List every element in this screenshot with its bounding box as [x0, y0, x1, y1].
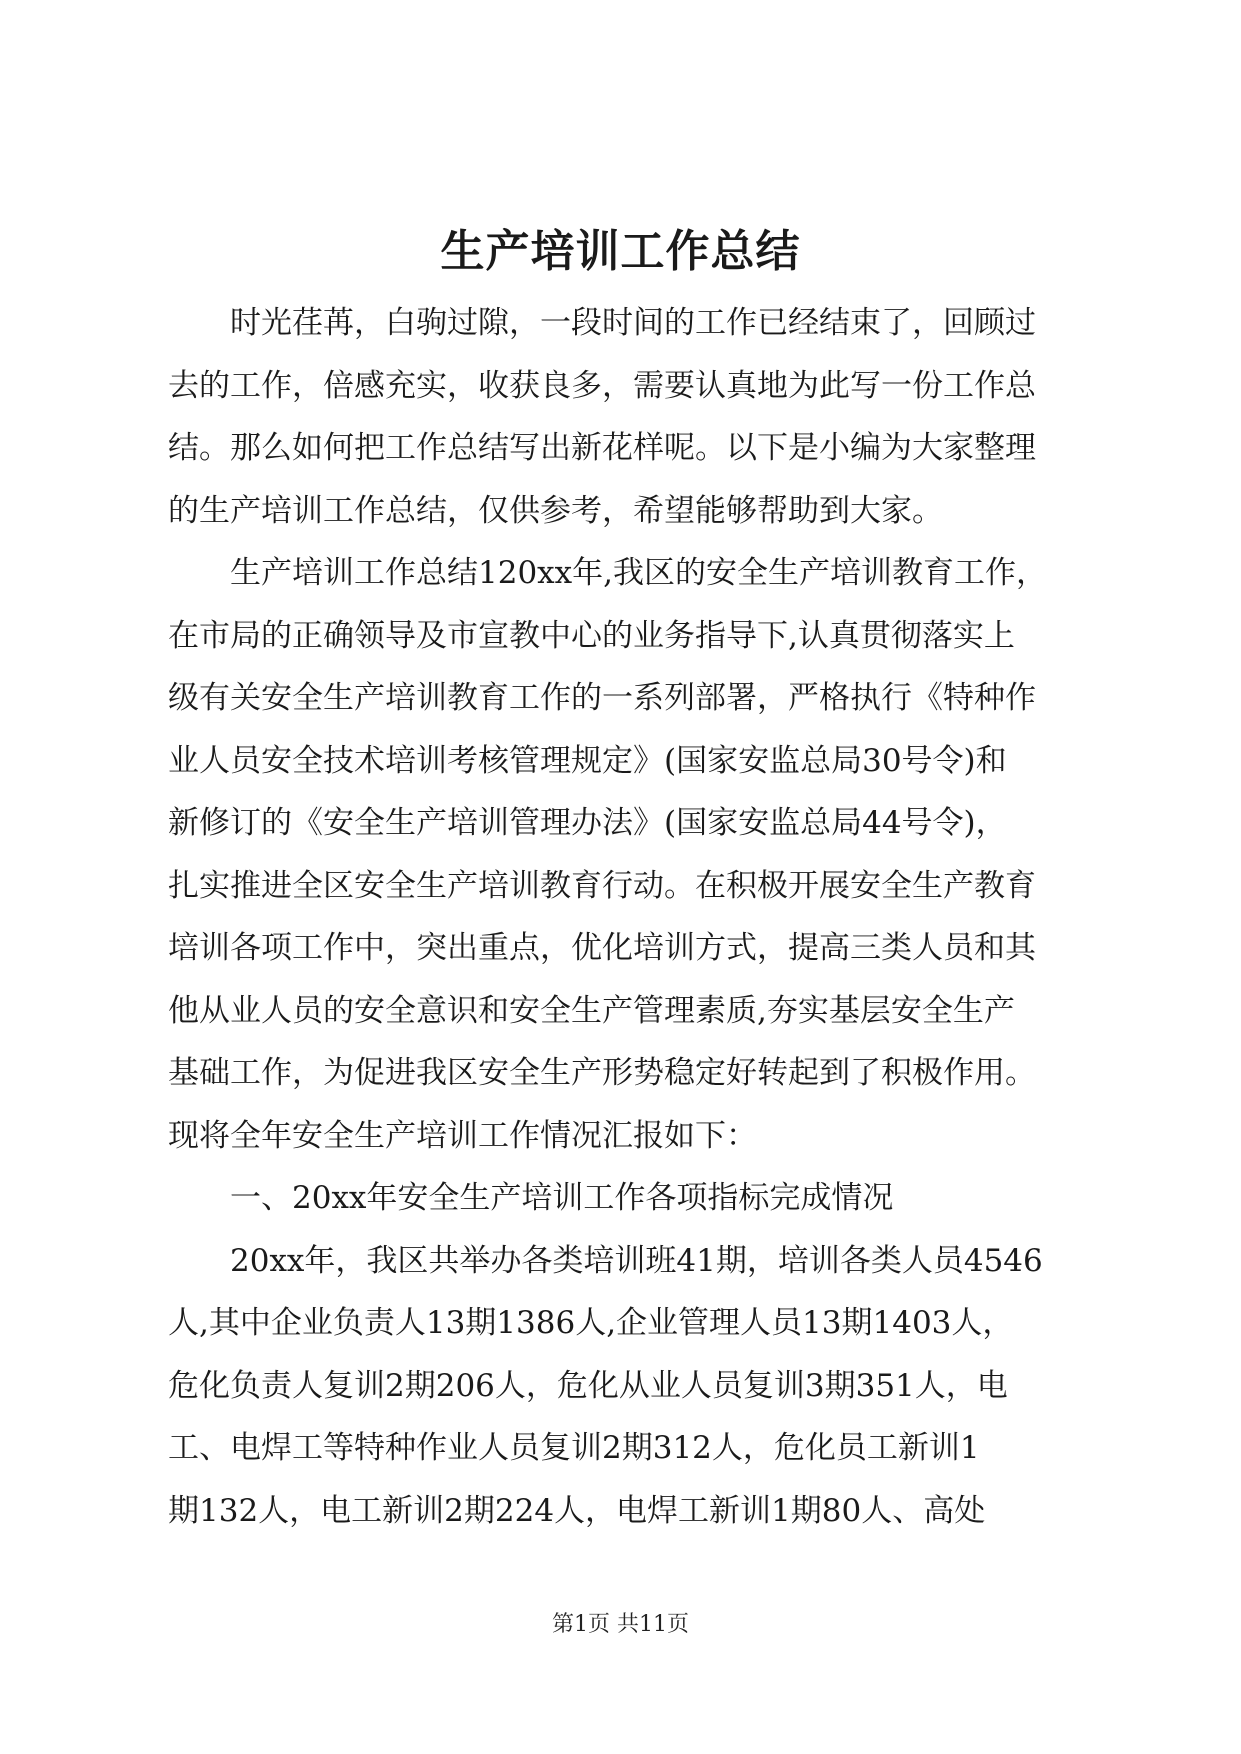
body-line: 业人员安全技术培训考核管理规定》(国家安监总局30号令)和 — [168, 742, 1007, 779]
body-line: 他从业人员的安全意识和安全生产管理素质,夯实基层安全生产 — [168, 992, 1015, 1029]
body-line: 生产培训工作总结120xx年,我区的安全生产培训教育工作， — [168, 555, 1047, 591]
body-line: 培训各项工作中，突出重点，优化培训方式，提高三类人员和其 — [168, 930, 1036, 966]
body-line: 时光荏苒，白驹过隙，一段时间的工作已经结束了，回顾过 — [168, 305, 1036, 341]
body-line: 去的工作，倍感充实，收获良多，需要认真地为此写一份工作总 — [168, 367, 1036, 404]
body-line: 20xx年，我区共举办各类培训班41期，培训各类人员4546 — [168, 1242, 1043, 1279]
page-number-footer: 第1页 共11页 — [552, 1612, 689, 1637]
body-line: 的生产培训工作总结，仅供参考，希望能够帮助到大家。 — [168, 492, 943, 529]
body-line: 扎实推进全区安全生产培训教育行动。在积极开展安全生产教育 — [168, 867, 1036, 904]
body-line: 人,其中企业负责人13期1386人,企业管理人员13期1403人， — [168, 1305, 1014, 1341]
body-line: 现将全年安全生产培训工作情况汇报如下： — [168, 1117, 757, 1154]
body-line: 级有关安全生产培训教育工作的一系列部署，严格执行《特种作 — [168, 680, 1036, 716]
body-line: 结。那么如何把工作总结写出新花样呢。以下是小编为大家整理 — [168, 430, 1036, 466]
document-title: 生产培训工作总结 — [440, 226, 801, 277]
section-heading: 一、20xx年安全生产培训工作各项指标完成情况 — [168, 1180, 894, 1216]
body-line: 基础工作，为促进我区安全生产形势稳定好转起到了积极作用。 — [168, 1055, 1036, 1091]
body-line: 新修订的《安全生产培训管理办法》(国家安监总局44号令)， — [168, 805, 1007, 841]
document-body — [168, 292, 1088, 1542]
body-line: 期132人，电工新训2期224人，电焊工新训1期80人、高处 — [168, 1492, 986, 1529]
body-line: 工、电焊工等特种作业人员复训2期312人，危化员工新训1 — [168, 1430, 980, 1466]
body-line: 危化负责人复训2期206人，危化从业人员复训3期351人，电 — [168, 1367, 1008, 1404]
body-line: 在市局的正确领导及市宣教中心的业务指导下,认真贯彻落实上 — [168, 617, 1015, 654]
